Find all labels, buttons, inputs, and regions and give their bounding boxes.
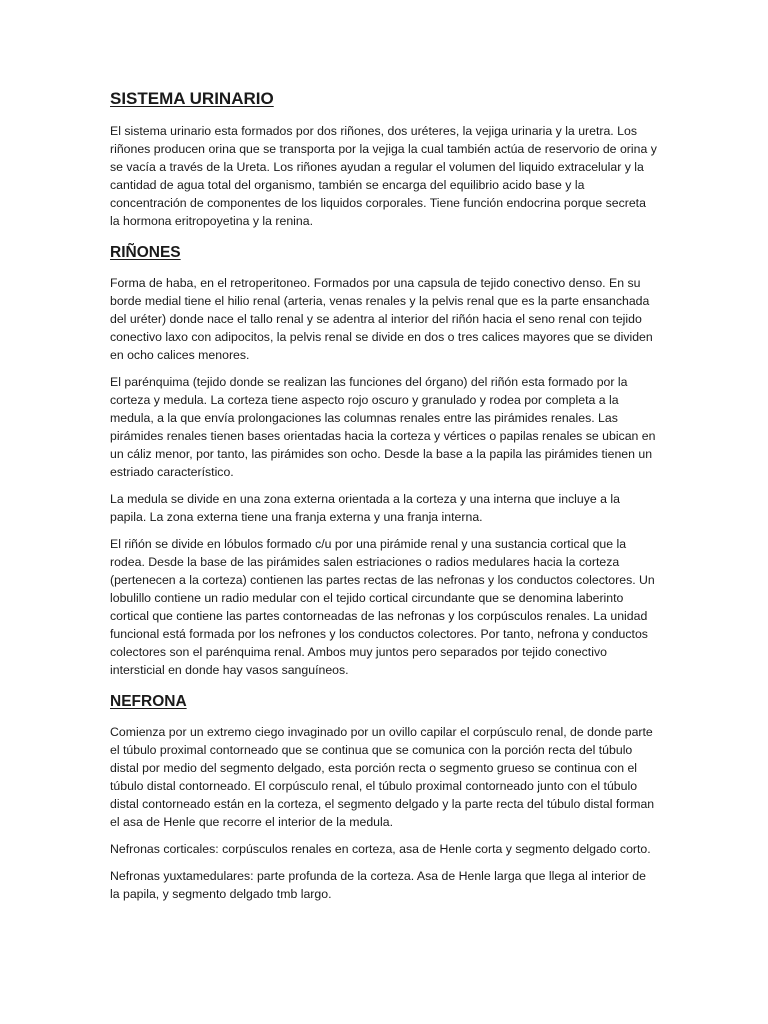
nefrona-paragraph-3: Nefronas yuxtamedulares: parte profunda de la corteza. Asa de Henle larga que llega al interior de la papila, y segmento delgado tmb largo. xyxy=(110,869,646,901)
rinones-paragraph-3: La medula se divide en una zona externa orientada a la corteza y una interna que incluye a la papila. La zona externa tiene una franja externa y una franja interna. xyxy=(110,492,620,524)
section-heading-nefrona: NEFRONA xyxy=(110,693,187,710)
rinones-paragraph-2: El parénquima (tejido donde se realizan las funciones del órgano) del riñón esta formado por la corteza y medula. La corteza tiene aspecto rojo oscuro y granulado y rodea por completa a la medula, a la que envía prolongaciones las columnas renales entre las pirámides renales. Las pirámides renales tienen bases orientadas hacia la corteza y vértices o papilas renales se ubican en un cáliz menor, por tanto, las pirámides son ocho. Desde la base a la papila las pirámides tienen un estriado característico. xyxy=(110,375,656,479)
intro-paragraph: El sistema urinario esta formados por dos riñones, dos uréteres, la vejiga urinaria y la uretra. Los riñones producen orina que se transporta por la vejiga la cual también actúa de reservorio de orina y se vacía a través de la Ureta. Los riñones ayudan a regular el volumen del liquido extracelular y la cantidad de agua total del organismo, también se encarga del equilibrio acido base y la concentración de componentes de los liquidos corporales. Tiene función endocrina porque secreta la hormona eritropoyetina y la renina. xyxy=(110,124,657,228)
document-title: SISTEMA URINARIO xyxy=(110,89,274,108)
nefrona-paragraph-1: Comienza por un extremo ciego invaginado por un ovillo capilar el corpúsculo renal, de donde parte el túbulo proximal contorneado que se continua que se comunica con la porción recta del túbulo distal por medio del segmento delgado, esta porción recta o segmento grueso se continua con el túbulo distal contorneado. El corpúsculo renal, el túbulo proximal contorneado junto con el túbulo distal contorneado están en la corteza, el segmento delgado y la parte recta del túbulo distal forman el asa de Henle que recorre el interior de la medula. xyxy=(110,725,655,829)
nefrona-paragraph-2: Nefronas corticales: corpúsculos renales en corteza, asa de Henle corta y segmento delgado corto. xyxy=(110,842,651,856)
rinones-paragraph-1: Forma de haba, en el retroperitoneo. Formados por una capsula de tejido conectivo denso. En su borde medial tiene el hilio renal (arteria, venas renales y la pelvis renal que es la parte ensanchada del uréter) donde nace el tallo renal y se adentra al interior del riñón hacia el seno renal con tejido conectivo laxo con adipocitos, la pelvis renal se divide en dos o tres calices mayores que se dividen en ocho calices menores. xyxy=(110,276,653,362)
rinones-paragraph-4: El riñón se divide en lóbulos formado c/u por una pirámide renal y una sustancia cortical que la rodea. Desde la base de las pirámides salen estriaciones o radios medulares hacia la corteza (pertenecen a la corteza) contienen las partes rectas de las nefronas y los conductos colectores. Un lobulillo contiene un radio medular con el tejido cortical circundante que se denomina laberinto cortical que contiene las partes contorneadas de las nefronas y los corpúsculos renales. La unidad funcional está formada por los nefrones y los conductos colectores. Por tanto, nefrona y conductos colectores son el parénquima renal. Ambos muy juntos pero separados por tejido conectivo intersticial en donde hay vasos sanguíneos. xyxy=(110,537,655,677)
section-heading-rinones: RIÑONES xyxy=(110,244,181,261)
